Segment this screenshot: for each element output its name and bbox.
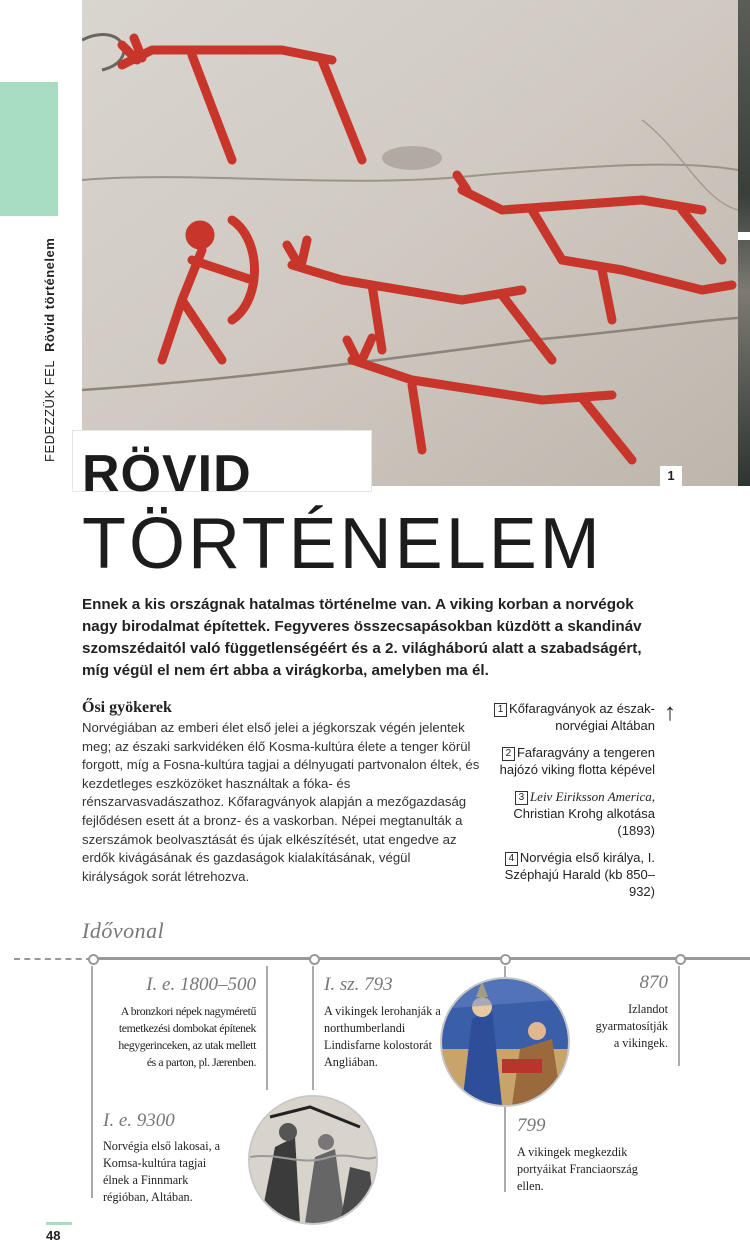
caption-number: 4 [505, 852, 518, 866]
page-number: 48 [46, 1228, 61, 1243]
timeline-connector [678, 966, 680, 1066]
timeline-title: Idővonal [82, 918, 165, 943]
timeline-connector [91, 966, 93, 1198]
timeline-dot [88, 954, 99, 965]
section-label-vertical [42, 238, 57, 462]
caption-number: 2 [502, 747, 515, 761]
timeline-dashed-start [14, 958, 92, 960]
timeline-event-date: 870 [639, 972, 668, 993]
article-subheading: Ősi gyökerek [82, 699, 172, 716]
caption-number: 1 [494, 703, 507, 717]
timeline-illustration-manuscript [440, 977, 570, 1107]
timeline-dot [309, 954, 320, 965]
hero-photo [82, 0, 738, 486]
timeline-event-date: I. e. 9300 [103, 1110, 175, 1131]
page-title-line2: TÖRTÉNELEM [82, 504, 603, 584]
lead-paragraph: Ennek a kis országnak hatalmas történelme van. A viking korban a norvégok nagy birodalmat építettek. Fegyveres összecsapásokban küzdött a skandináv szomszédaitól való függetlenségéért és a 2. világháború alatt a szabadságért, míg végül el nem ért abba a virágkorba, amelyben ma él. [82, 596, 642, 679]
timeline-connector [266, 966, 268, 1090]
caption-3 [490, 788, 655, 839]
timeline-event-date: 799 [517, 1115, 546, 1136]
engraving-icon [250, 1097, 376, 1223]
photo-captions [490, 700, 655, 910]
timeline-event-date: I. sz. 793 [324, 974, 393, 995]
article-body: Norvégiában az emberi élet első jelei a jégkorszak végén jelentek meg; az északi sarkvidéken élő Kosma-kultúra élete a tenger körül forgott, míg a Fosna-kultúra tagjai a délnyugati partvonalon éltek, és kezdetleges eszközöket használtak a fóka- és rénszarvasvadászathoz. Kőfaragványok alapján a mezőgazdaság fejlődésen esett át a bronz- és a vaskorban. Népei megtanulták a szerszámok beolvasztását és újak elkészítését, utat engedve az erdők kivágásának és gazdaságok kialakításának, végül királyságok sorát létrehozva. [82, 720, 480, 884]
caption-text: Kőfaragványok az észak-norvégiai Altában [509, 701, 655, 733]
timeline-dot [675, 954, 686, 965]
timeline-event-text: A bronzkori népek nagyméretű temetkezési dombokat építenek hegygerinceken, az utak mellett és a parton, pl. Jærenben. [118, 1004, 256, 1069]
timeline-event-text: A vikingek megkezdik portyáikat Franciaország ellen. [517, 1145, 638, 1193]
caption-text: Christian Krohg alkotása (1893) [513, 806, 655, 838]
caption-text: Fafaragvány a tengeren hajózó viking flotta képével [499, 745, 655, 777]
page-title-line1: RÖVID [82, 445, 252, 503]
timeline-event-date: I. e. 1800–500 [146, 974, 256, 995]
caption-text: Norvégia első királya, I. Széphajú Harald (kb 850–932) [504, 850, 655, 899]
caption-4 [490, 849, 655, 900]
timeline-event-text: A vikingek lerohanják a northumberlandi Lindisfarne kolostorát Angliában. [324, 1004, 441, 1069]
timeline-dot [500, 954, 511, 965]
timeline-event-text: Norvégia első lakosai, a Komsa-kultúra tagjai élnek a Finnmark régióban, Altában. [103, 1139, 221, 1204]
caption-2 [490, 744, 655, 778]
manuscript-painting-icon [442, 979, 568, 1105]
neighbor-photo-edge [738, 0, 750, 486]
section-category: FEDEZZÜK FEL [42, 359, 57, 462]
rock-carving-illustration [82, 0, 738, 486]
section-title: Rövid történelem [42, 237, 57, 352]
caption-artwork-title: Leiv Eiriksson America, [529, 789, 655, 804]
timeline-connector [312, 966, 314, 1090]
timeline-illustration-engraving [248, 1095, 378, 1225]
arrow-up-icon: ↑ [664, 699, 676, 726]
timeline-event-text: Izlandot gyarmatosítják a vikingek. [595, 1002, 668, 1050]
page-number-accent [46, 1222, 72, 1225]
section-color-tab [0, 82, 58, 216]
timeline-axis [92, 957, 750, 960]
photo-number-badge: 1 [660, 466, 682, 486]
caption-number: 3 [515, 791, 528, 805]
caption-1 [490, 700, 655, 734]
